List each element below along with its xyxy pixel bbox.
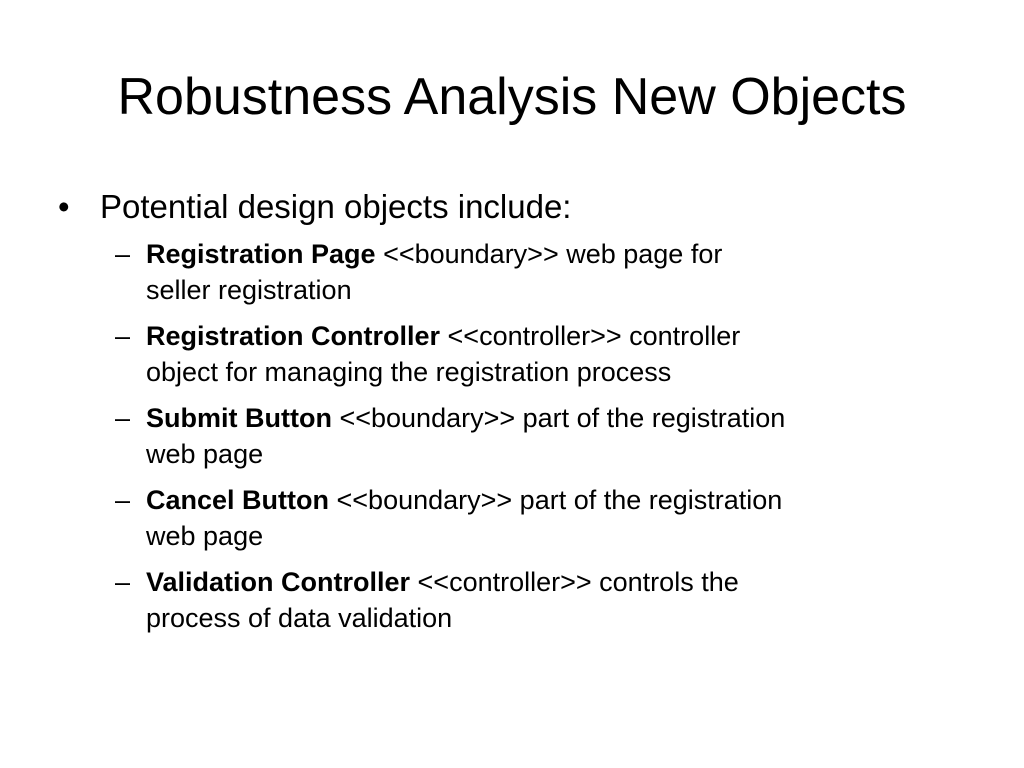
object-name: Registration Page (146, 239, 376, 269)
object-description-line1: <<boundary>> part of the registration (329, 485, 783, 515)
object-description-line2: process of data validation (146, 603, 453, 633)
dash-icon: – (115, 485, 131, 515)
sub-bullet-item-cancel-button (115, 482, 975, 554)
sub-bullet-text (146, 564, 966, 636)
slide-title: Robustness Analysis New Objects (117, 68, 907, 126)
object-description-line1: <<boundary>> part of the registration (331, 403, 786, 433)
object-name: Submit Button (146, 403, 332, 433)
dash-icon: – (115, 239, 131, 269)
object-description-line1: <<controller>> controls the (410, 567, 739, 597)
sub-bullet-text (146, 236, 966, 308)
object-description-line1: <<boundary>> web page for (375, 239, 723, 269)
bullet-text: Potential design objects include: (100, 188, 572, 225)
object-name: Cancel Button (146, 485, 330, 515)
sub-bullet-list (115, 236, 975, 646)
dash-icon: – (115, 321, 131, 351)
object-description-line2: web page (146, 521, 264, 551)
dash-icon: – (115, 403, 131, 433)
sub-bullet-item-registration-controller (115, 318, 975, 390)
sub-bullet-text (146, 400, 966, 472)
sub-bullet-item-submit-button (115, 400, 975, 472)
sub-bullet-item-validation-controller (115, 564, 975, 636)
object-description-line2: web page (146, 439, 264, 469)
object-description-line2: object for managing the registration process (146, 357, 672, 387)
dash-icon: – (115, 567, 131, 597)
object-name: Registration Controller (146, 321, 441, 351)
bullet-icon: • (58, 188, 70, 225)
object-description-line1: <<controller>> controller (440, 321, 741, 351)
sub-bullet-text (146, 482, 966, 554)
sub-bullet-item-registration-page (115, 236, 975, 308)
object-name: Validation Controller (146, 567, 411, 597)
sub-bullet-text (146, 318, 966, 390)
object-description-line2: seller registration (146, 275, 352, 305)
